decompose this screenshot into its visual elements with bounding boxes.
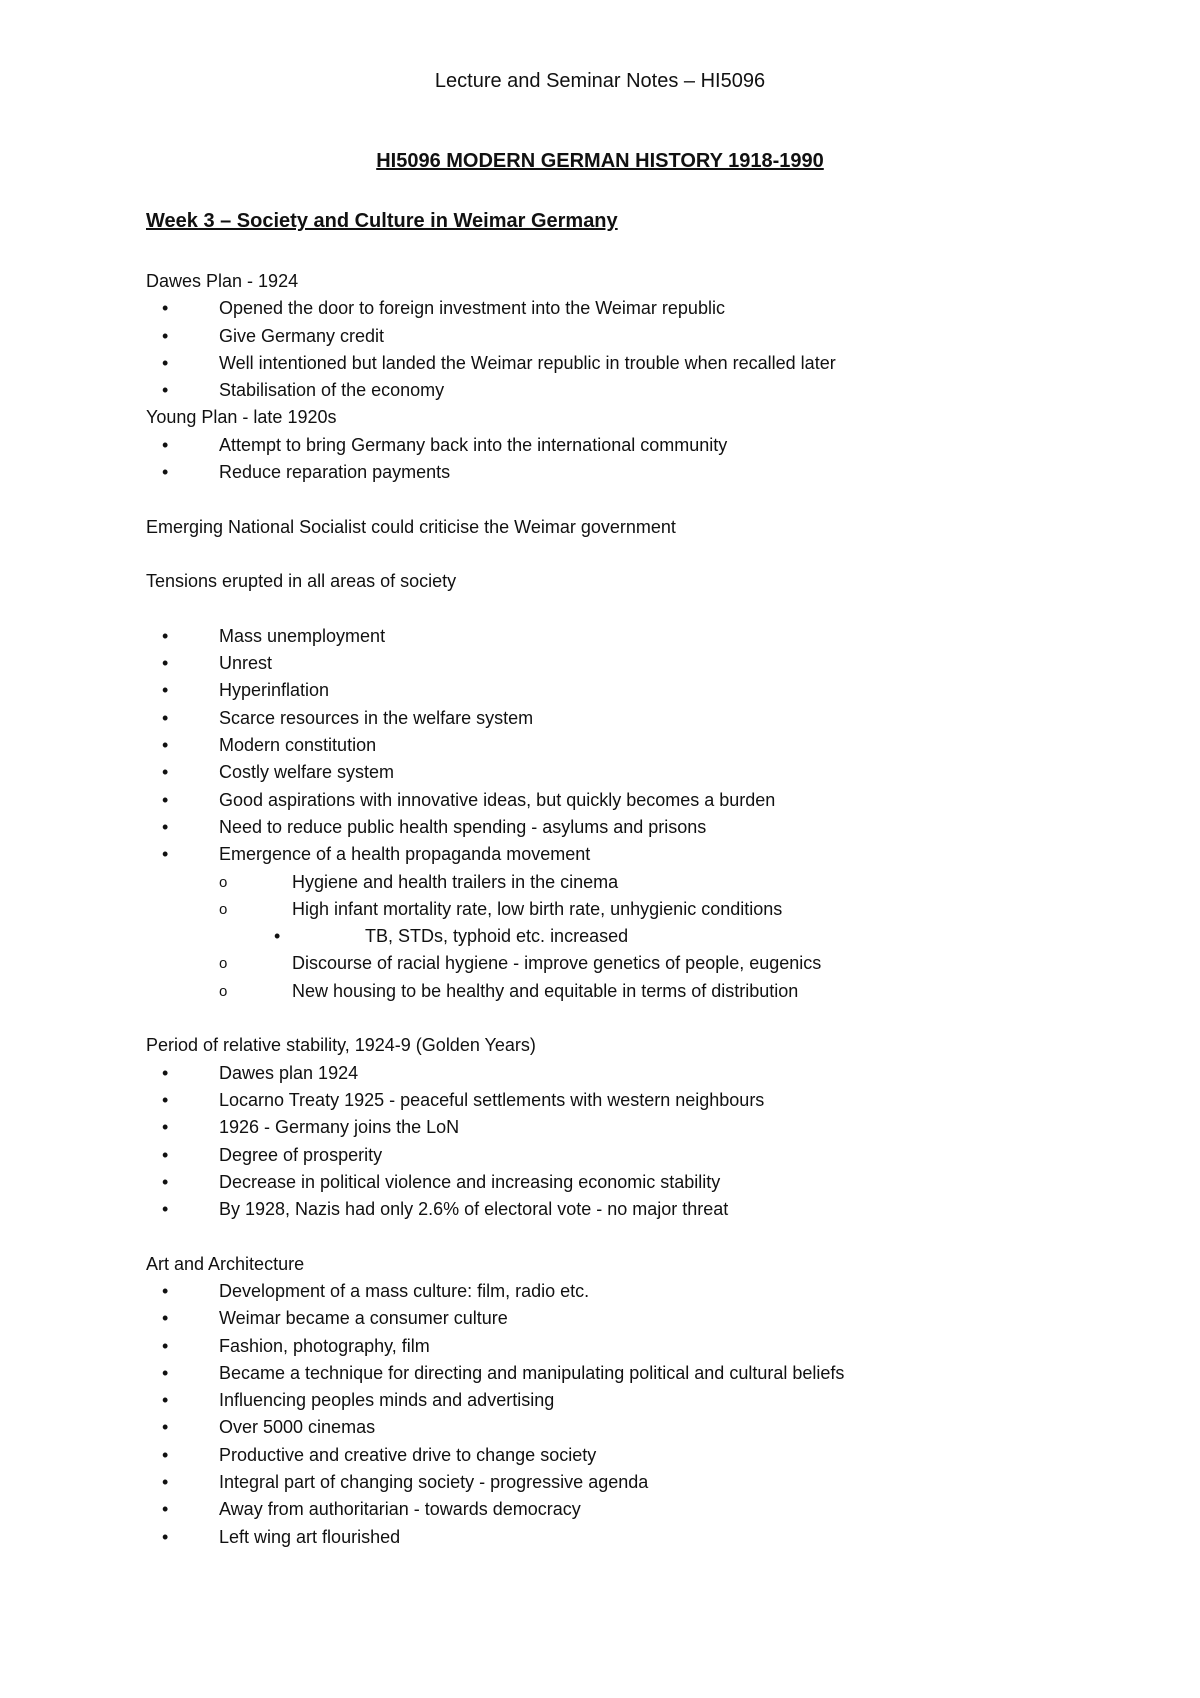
line-text: Need to reduce public health spending - asylums and prisons bbox=[219, 816, 707, 837]
line-text: By 1928, Nazis had only 2.6% of electoral vote - no major threat bbox=[219, 1199, 729, 1220]
bullet-icon: • bbox=[162, 1171, 169, 1192]
section-heading bbox=[146, 268, 1146, 295]
line-text: Attempt to bring Germany back into the international community bbox=[219, 434, 728, 455]
line-text: Away from authoritarian - towards democracy bbox=[219, 1499, 581, 1520]
list-item bbox=[146, 869, 1146, 896]
bullet-icon: • bbox=[162, 462, 169, 483]
bullet-icon: • bbox=[162, 844, 169, 865]
line-text: Costly welfare system bbox=[219, 762, 395, 783]
bullet-icon: • bbox=[162, 707, 169, 728]
bullet-icon: • bbox=[162, 1199, 169, 1220]
bullet-icon: • bbox=[162, 1062, 169, 1083]
line-text: Emergence of a health propaganda movement bbox=[219, 844, 591, 865]
blank-line bbox=[146, 596, 1146, 623]
list-item bbox=[146, 1496, 1146, 1523]
line-text: Over 5000 cinemas bbox=[219, 1417, 376, 1438]
line-text: Weimar became a consumer culture bbox=[219, 1308, 508, 1329]
line-text: Reduce reparation payments bbox=[219, 462, 451, 483]
list-item bbox=[146, 1524, 1146, 1551]
section-heading bbox=[146, 1032, 1146, 1059]
bullet-icon: • bbox=[162, 1390, 169, 1411]
list-item bbox=[146, 432, 1146, 459]
line-text: Scarce resources in the welfare system bbox=[219, 707, 534, 728]
bullet-icon: • bbox=[162, 1472, 169, 1493]
list-item bbox=[146, 1060, 1146, 1087]
line-text: Hygiene and health trailers in the cinema bbox=[292, 871, 619, 892]
line-text: Left wing art flourished bbox=[219, 1526, 401, 1547]
line-text: TB, STDs, typhoid etc. increased bbox=[365, 926, 629, 947]
list-item bbox=[146, 1442, 1146, 1469]
list-item bbox=[146, 1333, 1146, 1360]
circle-bullet-icon: o bbox=[219, 955, 228, 973]
line-text: Discourse of racial hygiene - improve genetics of people, eugenics bbox=[292, 953, 822, 974]
list-item bbox=[146, 814, 1146, 841]
bullet-icon: • bbox=[162, 625, 169, 646]
line-text: Opened the door to foreign investment into the Weimar republic bbox=[219, 298, 725, 319]
bullet-icon: • bbox=[162, 1362, 169, 1383]
line-text: Young Plan - late 1920s bbox=[146, 407, 337, 428]
list-item bbox=[146, 705, 1146, 732]
line-text: Degree of prosperity bbox=[219, 1144, 383, 1165]
line-text: Well intentioned but landed the Weimar republic in trouble when recalled later bbox=[219, 352, 836, 373]
notes-body bbox=[146, 268, 1146, 1551]
bullet-icon: • bbox=[162, 816, 169, 837]
line-text: Decrease in political violence and increasing economic stability bbox=[219, 1171, 721, 1192]
course-title: HI5096 MODERN GERMAN HISTORY 1918-1990 bbox=[376, 150, 824, 172]
section-heading bbox=[146, 514, 1146, 541]
line-text: Influencing peoples minds and advertising bbox=[219, 1390, 555, 1411]
line-text: Give Germany credit bbox=[219, 325, 385, 346]
line-text: Period of relative stability, 1924-9 (Golden Years) bbox=[146, 1035, 536, 1056]
line-text: Became a technique for directing and manipulating political and cultural beliefs bbox=[219, 1362, 845, 1383]
line-text: Unrest bbox=[219, 653, 273, 674]
section-heading bbox=[146, 404, 1146, 431]
list-item bbox=[146, 841, 1146, 868]
circle-bullet-icon: o bbox=[219, 982, 228, 1000]
bullet-icon: • bbox=[162, 1144, 169, 1165]
line-text: High infant mortality rate, low birth rate, unhygienic conditions bbox=[292, 898, 783, 919]
list-item bbox=[146, 295, 1146, 322]
line-text: Modern constitution bbox=[219, 735, 377, 756]
bullet-icon: • bbox=[274, 926, 281, 947]
blank-line bbox=[146, 1223, 1146, 1250]
line-text: Tensions erupted in all areas of society bbox=[146, 571, 457, 592]
bullet-icon: • bbox=[162, 1308, 169, 1329]
list-item bbox=[146, 1414, 1146, 1441]
list-item bbox=[146, 732, 1146, 759]
line-text: Fashion, photography, film bbox=[219, 1335, 430, 1356]
page-header: Lecture and Seminar Notes – HI5096 bbox=[434, 70, 766, 92]
list-item bbox=[146, 1169, 1146, 1196]
bullet-icon: • bbox=[162, 1117, 169, 1138]
bullet-icon: • bbox=[162, 298, 169, 319]
bullet-icon: • bbox=[162, 434, 169, 455]
line-text: Emerging National Socialist could criticise the Weimar government bbox=[146, 516, 676, 537]
list-item bbox=[146, 1360, 1146, 1387]
list-item bbox=[146, 787, 1146, 814]
circle-bullet-icon: o bbox=[219, 900, 228, 918]
blank-line bbox=[146, 486, 1146, 513]
section-heading bbox=[146, 568, 1146, 595]
list-item bbox=[146, 1469, 1146, 1496]
line-text: Integral part of changing society - progressive agenda bbox=[219, 1472, 649, 1493]
list-item bbox=[146, 677, 1146, 704]
circle-bullet-icon: o bbox=[219, 873, 228, 891]
bullet-icon: • bbox=[162, 352, 169, 373]
bullet-icon: • bbox=[162, 653, 169, 674]
list-item bbox=[146, 650, 1146, 677]
bullet-icon: • bbox=[162, 1335, 169, 1356]
bullet-icon: • bbox=[162, 1444, 169, 1465]
line-text: Good aspirations with innovative ideas, but quickly becomes a burden bbox=[219, 789, 776, 810]
bullet-icon: • bbox=[162, 680, 169, 701]
list-item bbox=[146, 1278, 1146, 1305]
week-title: Week 3 – Society and Culture in Weimar Germany bbox=[146, 210, 618, 232]
list-item bbox=[146, 1387, 1146, 1414]
bullet-icon: • bbox=[162, 789, 169, 810]
line-text: Development of a mass culture: film, radio etc. bbox=[219, 1280, 590, 1301]
list-item bbox=[146, 978, 1146, 1005]
list-item bbox=[146, 377, 1146, 404]
blank-line bbox=[146, 1005, 1146, 1032]
section-heading bbox=[146, 1251, 1146, 1278]
line-text: Productive and creative drive to change society bbox=[219, 1444, 597, 1465]
line-text: Mass unemployment bbox=[219, 625, 386, 646]
list-item bbox=[146, 1087, 1146, 1114]
bullet-icon: • bbox=[162, 1499, 169, 1520]
bullet-icon: • bbox=[162, 1089, 169, 1110]
blank-line bbox=[146, 541, 1146, 568]
bullet-icon: • bbox=[162, 1417, 169, 1438]
list-item bbox=[146, 759, 1146, 786]
list-item bbox=[146, 459, 1146, 486]
bullet-icon: • bbox=[162, 325, 169, 346]
list-item bbox=[146, 1114, 1146, 1141]
list-item bbox=[146, 1142, 1146, 1169]
list-item bbox=[146, 350, 1146, 377]
bullet-icon: • bbox=[162, 1526, 169, 1547]
bullet-icon: • bbox=[162, 1280, 169, 1301]
line-text: Stabilisation of the economy bbox=[219, 380, 445, 401]
bullet-icon: • bbox=[162, 380, 169, 401]
list-item bbox=[146, 1305, 1146, 1332]
list-item bbox=[146, 896, 1146, 923]
line-text: New housing to be healthy and equitable in terms of distribution bbox=[292, 980, 799, 1001]
list-item bbox=[146, 623, 1146, 650]
line-text: 1926 - Germany joins the LoN bbox=[219, 1117, 460, 1138]
line-text: Hyperinflation bbox=[219, 680, 330, 701]
line-text: Dawes plan 1924 bbox=[219, 1062, 359, 1083]
list-item bbox=[146, 923, 1146, 950]
line-text: Art and Architecture bbox=[146, 1253, 305, 1274]
list-item bbox=[146, 950, 1146, 977]
line-text: Locarno Treaty 1925 - peaceful settlements with western neighbours bbox=[219, 1089, 765, 1110]
line-text: Dawes Plan - 1924 bbox=[146, 271, 299, 291]
list-item bbox=[146, 1196, 1146, 1223]
bullet-icon: • bbox=[162, 735, 169, 756]
list-item bbox=[146, 323, 1146, 350]
bullet-icon: • bbox=[162, 762, 169, 783]
